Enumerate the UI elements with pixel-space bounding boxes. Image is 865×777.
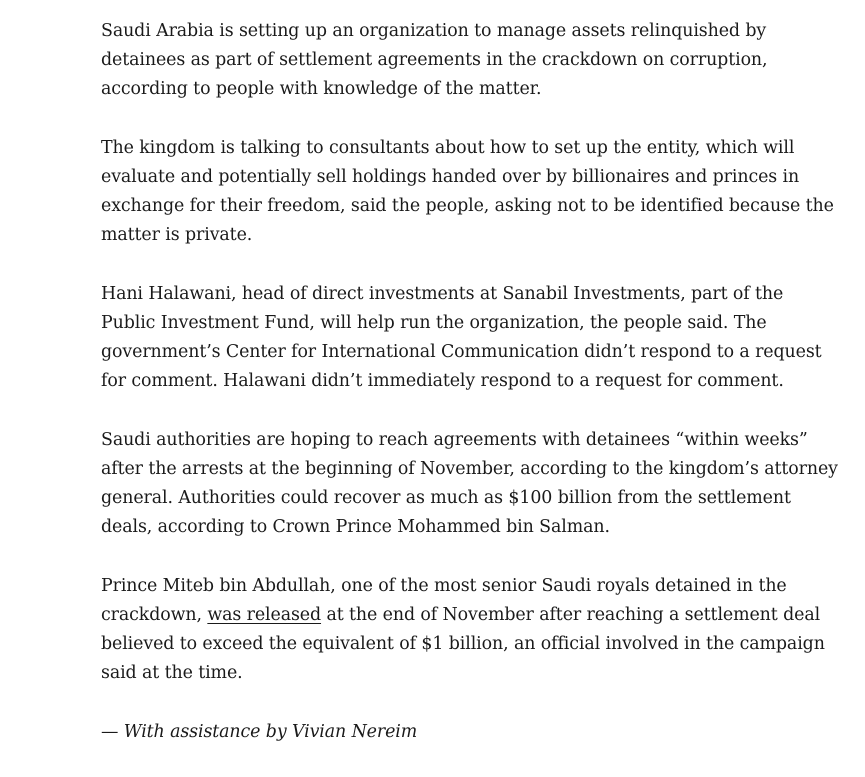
paragraph-3: Hani Halawani, head of direct investments at Sanabil Investments, part of the Public Investment Fund, will help run the organization, the people said. The government’s Center for International Communication didn’t respond to a request for comment. Halawani didn’t immediately respond to a request for comment.	[101, 284, 822, 391]
paragraph-5	[101, 572, 841, 688]
assistance-credit	[101, 718, 841, 747]
paragraph-4: Saudi authorities are hoping to reach agreements with detainees “within weeks” after the arrests at the beginning of November, according to the kingdom’s attorney general. Authorities could recover as much as $100 billion from the settlement deals, according to Crown Prince Mohammed bin Salman.	[101, 430, 838, 537]
credit-text: With assistance by Vivian Nereim	[123, 722, 418, 742]
article-body	[101, 17, 841, 777]
was-released-link[interactable]: was released	[207, 605, 322, 625]
paragraph-1: Saudi Arabia is setting up an organization to manage assets relinquished by detainees as part of settlement agreements in the crackdown on corruption, according to people with knowledge of the matter.	[101, 21, 768, 99]
paragraph-5-lead: Prince Miteb bin Abdullah, one of the most senior Saudi royals detained in the crackdown,	[101, 576, 787, 625]
credit-dash: —	[101, 722, 124, 742]
paragraph-5-tail: at the end of November after reaching a settlement deal believed to exceed the equivalent of $1 billion, an official involved in the campaign said at the time.	[101, 605, 825, 683]
paragraph-2: The kingdom is talking to consultants about how to set up the entity, which will evaluate and potentially sell holdings handed over by billionaires and princes in exchange for their freedom, said the people, asking not to be identified because the matter is private.	[101, 138, 834, 245]
